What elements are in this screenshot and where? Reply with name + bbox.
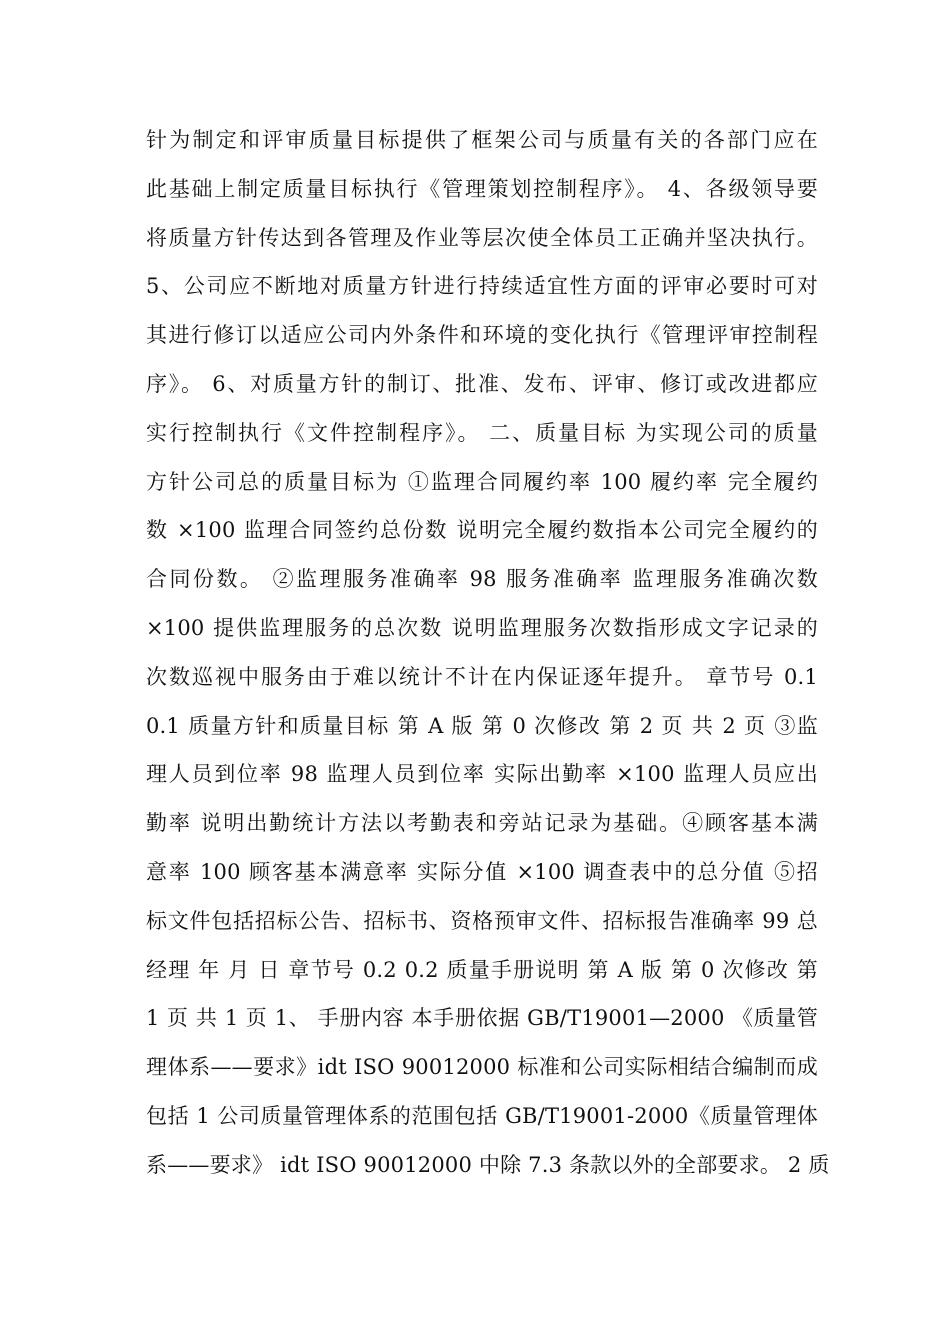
text-line: 方针公司总的质量目标为 ①监理合同履约率 100 履约率 完全履约 [146,469,818,494]
text-line: 其进行修订以适应公司内外条件和环境的变化执行《管理评审控制程 [146,323,818,348]
text-line: 标文件包括招标公告、招标书、资格预审文件、招标报告准确率 99 总 [146,908,818,933]
text-line: 0.1 质量方针和质量目标 第 A 版 第 0 次修改 第 2 页 共 2 页 ③监 [146,713,818,738]
text-line: 系——要求》 idt ISO 90012000 中除 7.3 条款以外的全部要求。 2 质 [146,1152,830,1177]
text-line: 理体系——要求》idt ISO 90012000 标准和公司实际相结合编制而成 [146,1055,818,1080]
text-line: 实行控制执行《文件控制程序》。 二、质量目标 为实现公司的质量 [146,420,818,445]
text-line: 经理 年 月 日 章节号 0.2 0.2 质量手册说明 第 A 版 第 0 次修改 第 [146,957,818,982]
text-line: 包括 1 公司质量管理体系的范围包括 GB/T19001-2000《质量管理体 [146,1103,818,1128]
text-line: ×100 提供监理服务的总次数 说明监理服务次数指形成文字记录的 [146,615,818,640]
text-line: 理人员到位率 98 监理人员到位率 实际出勤率 ×100 监理人员应出 [146,762,818,787]
text-line: 5、公司应不断地对质量方针进行持续适宜性方面的评审必要时可对 [146,274,818,299]
text-line: 序》。 6、对质量方针的制订、批准、发布、评审、修订或改进都应 [146,371,818,396]
text-line: 1 页 共 1 页 1、 手册内容 本手册依据 GB/T19001—2000 《质量管 [146,1006,818,1031]
text-line: 将质量方针传达到各管理及作业等层次使全体员工正确并坚决执行。 [146,225,818,250]
text-line: 勤率 说明出勤统计方法以考勤表和旁站记录为基础。④顾客基本满 [146,811,818,836]
body-text [146,116,830,1190]
text-line: 此基础上制定质量目标执行《管理策划控制程序》。 4、各级领导要 [146,176,818,201]
text-line: 数 ×100 监理合同签约总份数 说明完全履约数指本公司完全履约的 [146,518,818,543]
text-line: 针为制定和评审质量目标提供了框架公司与质量有关的各部门应在 [146,128,818,152]
text-line: 次数巡视中服务由于难以统计不计在内保证逐年提升。 章节号 0.1 [146,664,818,689]
text-line: 意率 100 顾客基本满意率 实际分值 ×100 调查表中的总分值 ⑤招 [146,859,818,884]
text-line: 合同份数。 ②监理服务准确率 98 服务准确率 监理服务准确次数 [146,567,818,592]
